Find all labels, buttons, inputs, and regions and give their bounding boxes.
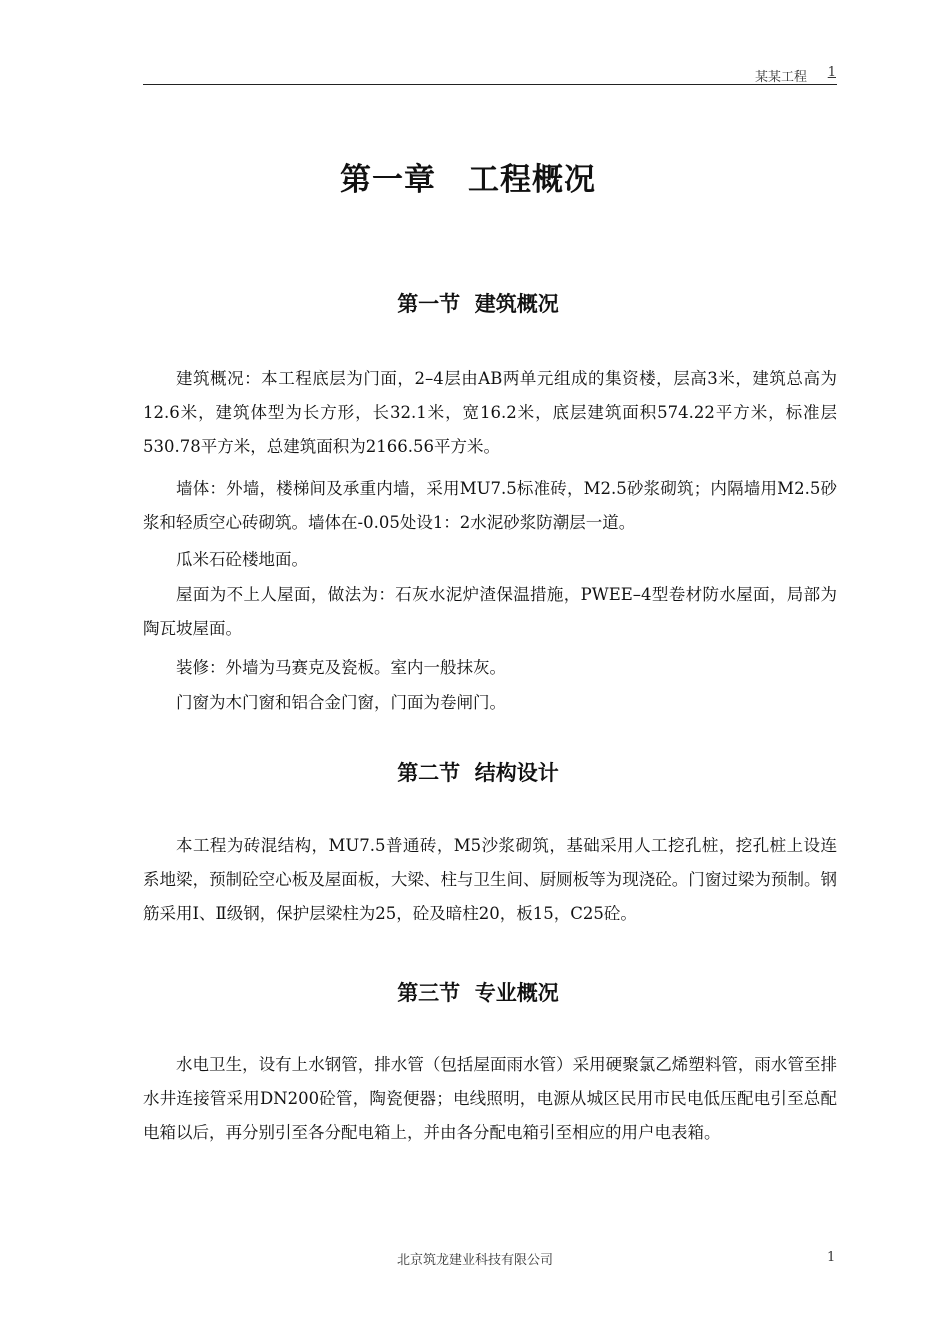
section-title-3: 第三节 专业概况 — [397, 981, 559, 1005]
header-title: 某某工程 — [754, 70, 807, 85]
chapter-title: 第一章 工程概况 — [340, 162, 596, 198]
footer-company: 北京筑龙建业科技有限公司 — [396, 1253, 553, 1268]
paragraph: 水电卫生，设有上水钢管，排水管（包括屋面雨水管）采用硬聚氯乙烯塑料管，雨水管至排水井连接管采用DN200砼管，陶瓷便器；电线照明，电源从城区民用市民电低压配电引至总配电箱以后，再分别引至各分配电箱上，并由各分配电箱引至相应的用户电表箱。 — [143, 1055, 837, 1142]
section-title-1: 第一节 建筑概况 — [397, 292, 559, 316]
paragraph: 装修：外墙为马赛克及瓷板。室内一般抹灰。 — [176, 658, 506, 677]
paragraph: 墙体：外墙，楼梯间及承重内墙，采用MU7.5标准砖，M2.5砂浆砌筑；内隔墙用M2.5砂浆和轻质空心砖砌筑。墙体在-0.05处设1：2水泥砂浆防潮层一道。 — [143, 479, 837, 532]
paragraph: 建筑概况：本工程底层为门面，2–4层由AB两单元组成的集资楼，层高3米，建筑总高为12.6米，建筑体型为长方形，长32.1米，宽16.2米，底层建筑面积574.22平方米，标准层530.78平方米，总建筑面积为2166.56平方米。 — [143, 369, 837, 456]
paragraph: 瓜米石砼楼地面。 — [176, 550, 308, 569]
footer-page-number: 1 — [827, 1250, 836, 1265]
header-page-number: 1 — [827, 65, 836, 80]
paragraph: 门窗为木门窗和铝合金门窗，门面为卷闸门。 — [176, 693, 506, 712]
section-title-2: 第二节 结构设计 — [397, 761, 559, 785]
page-header — [143, 62, 837, 85]
paragraph: 屋面为不上人屋面，做法为：石灰水泥炉渣保温措施，PWEE–4型卷材防水屋面，局部为陶瓦坡屋面。 — [143, 585, 837, 638]
paragraph: 本工程为砖混结构，MU7.5普通砖，M5沙浆砌筑，基础采用人工挖孔桩，挖孔桩上设连系地梁，预制砼空心板及屋面板，大梁、柱与卫生间、厨厕板等为现浇砼。门窗过梁为预制。钢筋采用I、Ⅱ级钢，保护层梁柱为25，砼及暗柱20，板15，C25砼。 — [143, 836, 837, 923]
